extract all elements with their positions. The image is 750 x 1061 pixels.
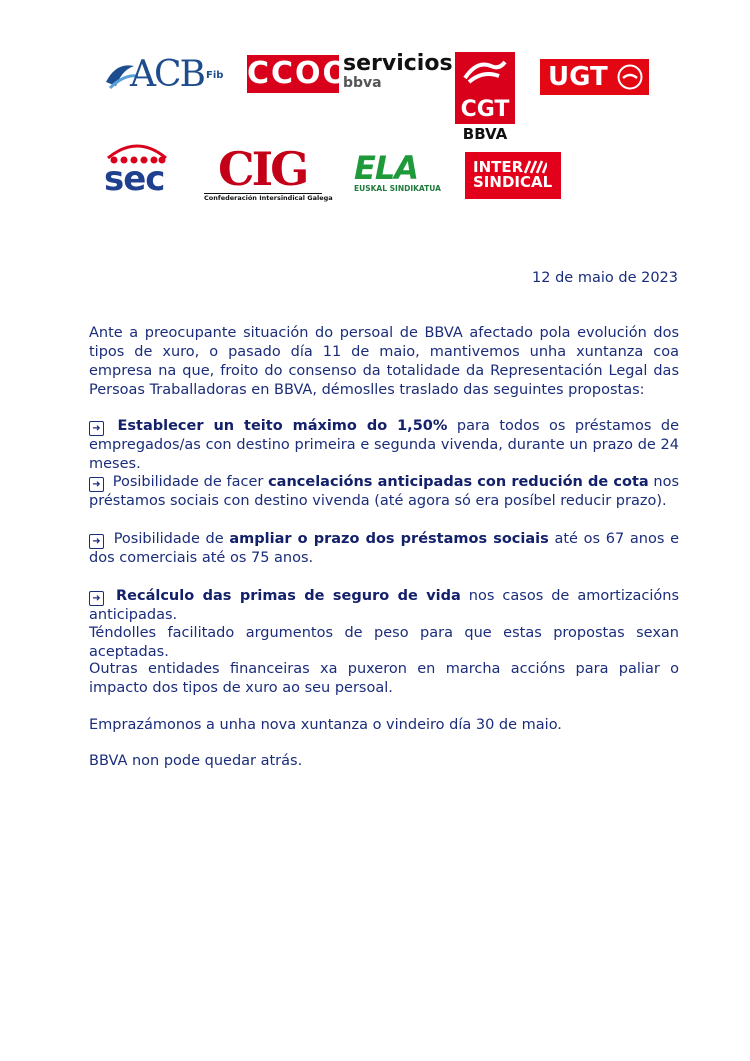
arguments-paragraph: Téndolles facilitado argumentos de peso para que estas propostas sexan aceptadas. [89,625,679,660]
cgt-logo [455,52,515,144]
cgt-red-block [455,52,515,124]
proposal-item [89,473,679,511]
ela-subtitle: EUSKAL SINDIKATUA [354,184,441,193]
cig-logo [204,142,333,203]
proposal-item [89,587,679,625]
proposal-text: para todos os préstamos de empregados/as con destino primeira e segunda vivenda, durante un prazo de 24 meses. [89,418,680,472]
arrow-box-icon: ➜ [89,421,104,436]
proposal-bold: Establecer un teito máximo do 1,50% [117,418,448,434]
proposal-item [89,530,679,568]
bbva-label: bbva [343,75,382,91]
stripes-icon [521,160,547,174]
intersindical-line1: INTER [473,158,524,176]
cgt-logo-text: CGT [460,97,510,122]
ccoo-servicios-text [343,52,453,90]
proposal-text: até os 67 anos e dos comerciais até os 75 anos. [89,531,679,566]
document-date: 12 de maio de 2023 [532,270,678,286]
cgt-bbva-text: BBVA [462,125,508,143]
acb-fib-logo [104,52,224,98]
sec-logo [104,140,170,200]
cig-logo-text: CIG [218,142,307,196]
handshake-icon [455,52,515,92]
proposal-bold: Recálculo das primas de seguro de vida [115,588,461,604]
proposal-bold: ampliar o prazo dos préstamos sociais [229,531,549,547]
proposal-bold: cancelacións anticipadas con redución de cota [268,474,649,490]
next-meeting-paragraph: Emprazámonos a unha nova xuntanza o vindeiro día 30 de maio. [89,717,562,733]
intro-paragraph: Ante a preocupante situación do persoal de BBVA afectado pola evolución dos tipos de xuro, o pasado día 11 de maio, mantivemos unha xuntanza coa empresa na que, froito do consenso da totalidade da Representación Legal das Persoas Traballadoras en BBVA, démoslles traslado das seguintes propostas: [89,325,679,398]
closing-paragraph: BBVA non pode quedar atrás. [89,753,303,769]
ela-logo [354,149,441,196]
ccoo-logo-text: CCOO [247,56,351,91]
arrow-box-icon: ➜ [89,477,104,492]
intersindical-logo [465,152,561,199]
proposal-text: nos casos de amortizacións anticipadas. [89,588,680,623]
proposal-text: Posibilidade de facer [112,474,269,490]
intersindical-line2: SINDICAL [473,173,553,191]
arrow-box-icon: ➜ [89,591,104,606]
proposal-text: nos préstamos sociais con destino vivenda (até agora só era posíbel reducir prazo). [89,474,680,509]
arrow-box-icon: ➜ [89,534,104,549]
cig-subtitle: Confederación Intersindical Galega [204,194,333,202]
proposal-text: Posibilidade de [113,531,230,547]
sec-logo-text: sec [104,159,165,199]
servicios-label: servicios [343,51,453,76]
other-entities-paragraph: Outras entidades financeiras xa puxeron en marcha accións para paliar o impacto dos tipos de xuro ao seu persoal. [89,661,679,696]
ela-logo-text: ELA [354,149,419,187]
ccoo-logo [247,55,351,93]
ugt-handshake-icon [617,64,643,90]
ugt-logo [540,59,649,95]
ugt-logo-text: UGT [548,62,608,92]
acb-logo-text: ACB [130,54,204,95]
proposal-item [89,417,679,474]
fib-logo-text: Fib [206,70,224,81]
